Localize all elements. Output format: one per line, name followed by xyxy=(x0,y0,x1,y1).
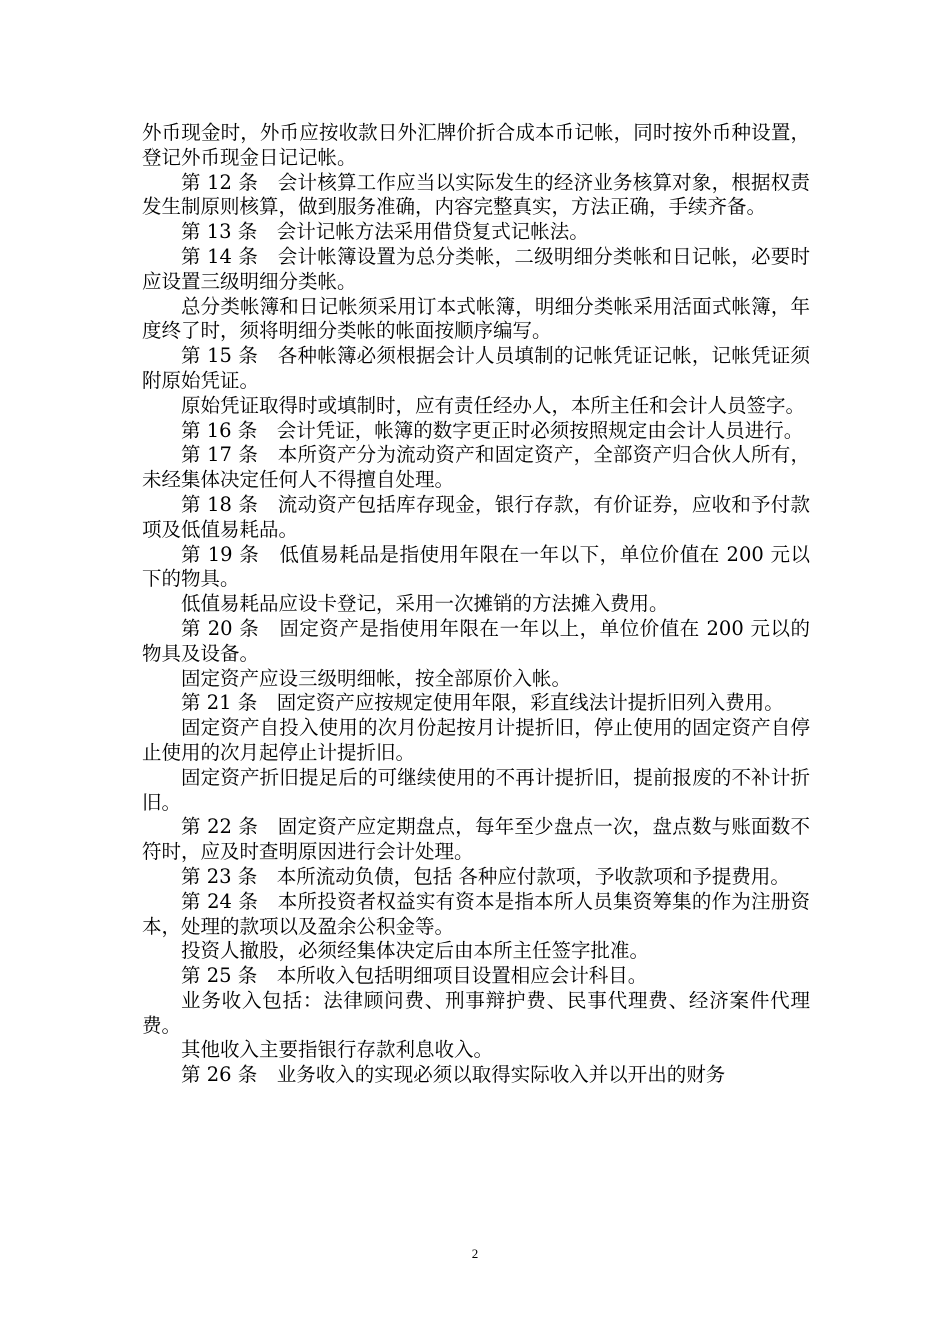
article-24-detail: 投资人撤股，必须经集体决定后由本所主任签字批准。 xyxy=(181,939,650,963)
page-number: 2 xyxy=(471,1246,479,1261)
article-14-detail: 总分类帐簿和日记帐须采用订本式帐簿，明细分类帐采用活面式帐簿，年度终了时，须将明细分类帐的帐面按顺序编写。 xyxy=(142,294,810,343)
article-19: 第 19 条 低值易耗品是指使用年限在一年以下，单位价值在 200 元以下的物具。 xyxy=(142,542,810,591)
article-20: 第 20 条 固定资产是指使用年限在一年以上，单位价值在 200 元以的物具及设备。 xyxy=(142,616,810,665)
article-21: 第 21 条 固定资产应按规定使用年限，彩直线法计提折旧列入费用。 xyxy=(181,691,784,715)
article-22: 第 22 条 固定资产应定期盘点，每年至少盘点一次，盘点数与账面数不符时，应及时查明原因进行会计处理。 xyxy=(142,815,810,864)
article-16: 第 16 条 会计凭证，帐簿的数字更正时必须按照规定由会计人员进行。 xyxy=(181,418,804,442)
article-25: 第 25 条 本所收入包括明细项目设置相应会计科目。 xyxy=(181,964,648,988)
document-body xyxy=(142,121,810,1088)
article-25-detail-1: 业务收入包括：法律顾问费、刑事辩护费、民事代理费、经济案件代理费。 xyxy=(142,988,810,1037)
article-25-detail-2: 其他收入主要指银行存款利息收入。 xyxy=(181,1038,494,1062)
article-20-detail: 固定资产应设三级明细帐，按全部原价入帐。 xyxy=(181,666,572,690)
article-14: 第 14 条 会计帐簿设置为总分类帐，二级明细分类帐和日记帐，必要时应设置三级明细分类帐。 xyxy=(142,244,810,293)
article-18: 第 18 条 流动资产包括库存现金，银行存款，有价证券，应收和予付款项及低值易耗品。 xyxy=(142,492,810,541)
article-26: 第 26 条 业务收入的实现必须以取得实际收入并以开出的财务 xyxy=(181,1063,726,1087)
article-19-detail: 低值易耗品应设卡登记，采用一次摊销的方法摊入费用。 xyxy=(181,592,669,616)
paragraph-continuation: 外币现金时，外币应按收款日外汇牌价折合成本币记帐，同时按外币种设置，登记外币现金日记记帐。 xyxy=(142,121,810,169)
article-15-detail: 原始凭证取得时或填制时，应有责任经办人，本所主任和会计人员签字。 xyxy=(181,393,806,417)
article-12: 第 12 条 会计核算工作应当以实际发生的经济业务核算对象，根据权责发生制原则核算，做到服务准确，内容完整真实，方法正确，手续齐备。 xyxy=(142,170,810,219)
article-21-detail-1: 固定资产自投入使用的次月份起按月计提折旧，停止使用的固定资产自停止使用的次月起停止计提折旧。 xyxy=(142,716,810,764)
article-23: 第 23 条 本所流动负债，包括 各种应付款项，予收款项和予提费用。 xyxy=(181,864,790,888)
article-15: 第 15 条 各种帐簿必须根据会计人员填制的记帐凭证记帐，记帐凭证须附原始凭证。 xyxy=(142,344,810,392)
article-17: 第 17 条 本所资产分为流动资产和固定资产，全部资产归合伙人所有，未经集体决定任何人不得擅自处理。 xyxy=(142,443,810,492)
article-21-detail-2: 固定资产折旧提足后的可继续使用的不再计提折旧，提前报废的不补计折旧。 xyxy=(142,765,810,814)
article-13: 第 13 条 会计记帐方法采用借贷复式记帐法。 xyxy=(181,220,589,244)
article-24: 第 24 条 本所投资者权益实有资本是指本所人员集资筹集的作为注册资本，处理的款项以及盈余公积金等。 xyxy=(142,889,810,938)
